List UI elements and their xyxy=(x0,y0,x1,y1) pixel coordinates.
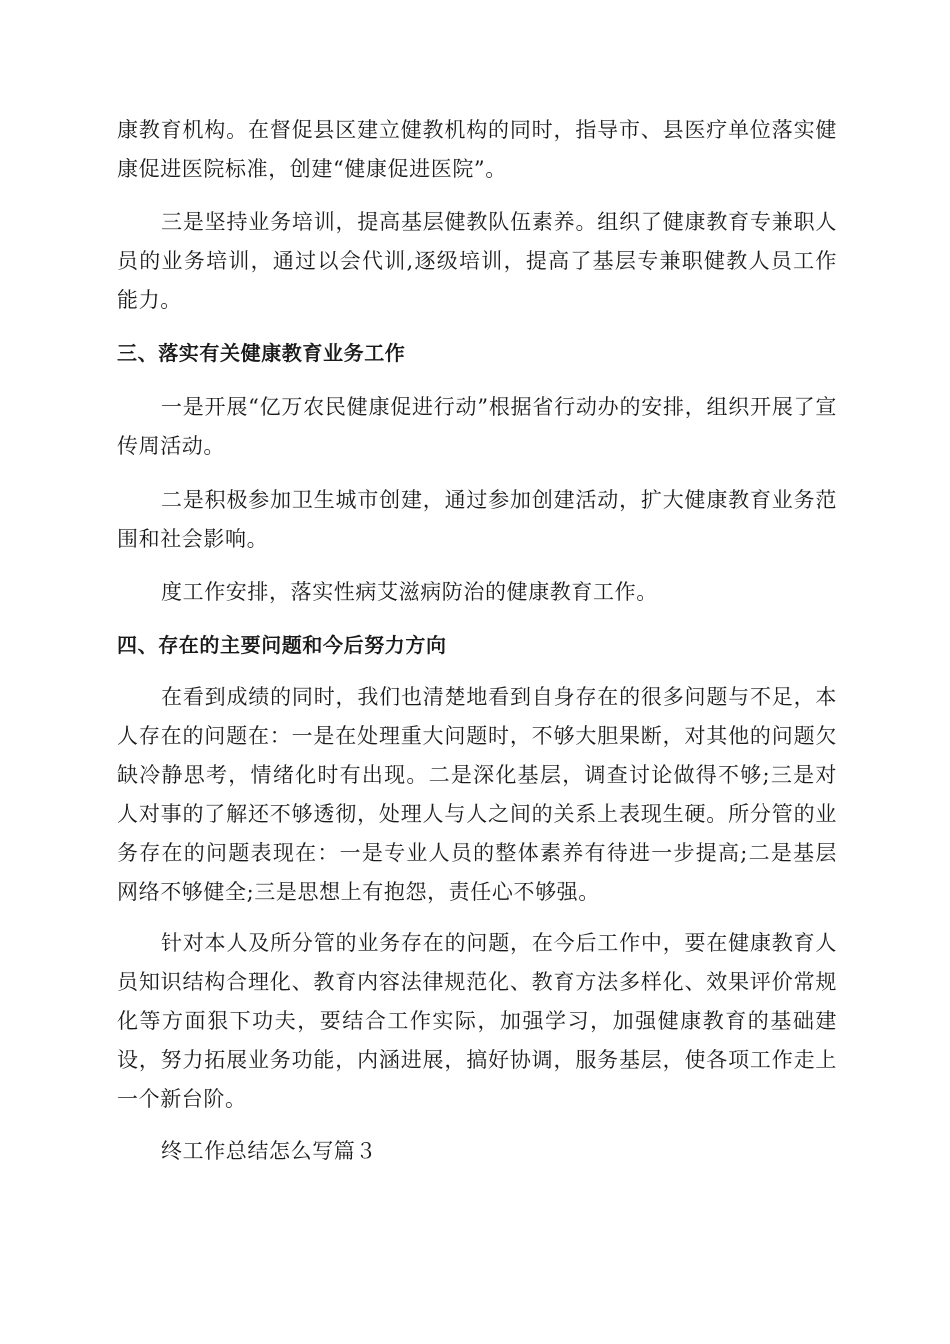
paragraph-article-title: 终工作总结怎么写篇３ xyxy=(161,1139,377,1163)
paragraph-health-promotion-hospital: 康教育机构。在督促县区建立健教机构的同时，指导市、县医疗单位落实健康促进医院标准，创建“健康促进医院”。 xyxy=(117,118,837,181)
paragraph-sanitary-city: 二是积极参加卫生城市创建，通过参加创建活动，扩大健康教育业务范围和社会影响。 xyxy=(117,488,837,551)
paragraph-farmer-health-action: 一是开展“亿万农民健康促进行动”根据省行动办的安排，组织开展了宣传周活动。 xyxy=(117,395,837,458)
paragraph-aids-prevention: 度工作安排，落实性病艾滋病防治的健康教育工作。 xyxy=(161,580,658,604)
section-heading-4: 四、存在的主要问题和今后努力方向 xyxy=(117,633,447,657)
paragraph-business-training: 三是坚持业务培训，提高基层健教队伍素养。组织了健康教育专兼职人员的业务培训，通过以会代训,逐级培训，提高了基层专兼职健教人员工作能力。 xyxy=(117,210,837,312)
section-heading-3: 三、落实有关健康教育业务工作 xyxy=(117,341,406,365)
paragraph-problems: 在看到成绩的同时，我们也清楚地看到自身存在的很多问题与不足，本人存在的问题在：一是在处理重大问题时，不够大胆果断，对其他的问题欠缺冷静思考，情绪化时有出现。二是深化基层，调查讨论做得不够;三是对人对事的了解还不够透彻，处理人与人之间的关系上表现生硬。所分管的业务存在的问题表现在：一是专业人员的整体素养有待进一步提高;二是基层网络不够健全;三是思想上有抱怨，责任心不够强。 xyxy=(117,685,837,904)
paragraph-future-direction: 针对本人及所分管的业务存在的问题，在今后工作中，要在健康教育人员知识结构合理化、教育内容法律规范化、教育方法多样化、效果评价常规化等方面狠下功夫，要结合工作实际，加强学习，加强健康教育的基础建设，努力拓展业务功能，内涵进展，搞好协调，服务基层，使各项工作走上一个新台阶。 xyxy=(117,931,837,1111)
